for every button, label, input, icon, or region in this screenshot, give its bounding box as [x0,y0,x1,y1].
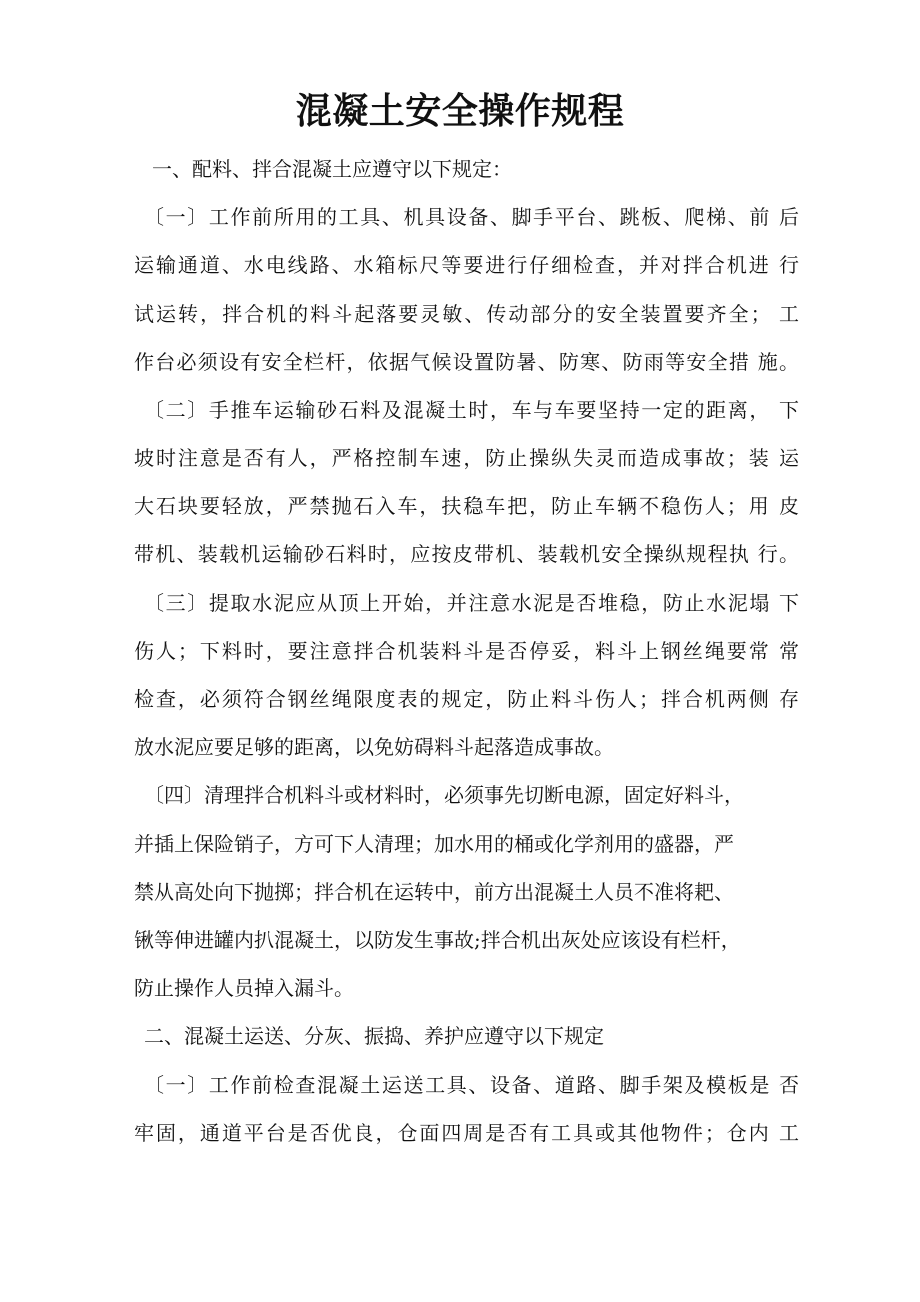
text-line: 检查，必须符合钢丝绳限度表的规定，防止料斗伤人；拌合机两侧 存 [134,687,799,711]
text-line: 运输通道、水电线路、水箱标尺等要进行仔细检查，并对拌合机进 行 [134,253,799,277]
text-line: 〔一〕工作前检查混凝土运送工具、设备、道路、脚手架及模板是 否 [144,1073,799,1097]
text-line: 〔四〕清理拌合机料斗或材料时，必须事先切断电源，固定好料斗， [144,783,744,807]
text-line: 放水泥应要足够的距离，以免妨碍料斗起落造成事故。 [134,735,614,759]
document-title: 混凝土安全操作规程 [295,91,625,132]
text-line: 牢固，通道平台是否优良，仓面四周是否有工具或其他物件；仓内 工 [134,1121,799,1145]
text-line: 坡时注意是否有人，严格控制车速，防止操纵失灵而造成事故；装 运 [134,446,799,470]
text-line: 并插上保险销子，方可下人清理；加水用的桶或化学剂用的盛器，严 [134,832,734,856]
text-line: 〔二〕手推车运输砂石料及混凝土时，车与车要坚持一定的距离， 下 [144,398,799,422]
text-line: 防止操作人员掉入漏斗。 [134,976,354,1000]
text-line: 锹等伸进罐内扒混凝土，以防发生事故;拌合机出灰处应该设有栏杆， [134,928,741,952]
text-line: 带机、装载机运输砂石料时，应按皮带机、装载机安全操纵规程执 行。 [134,542,799,566]
text-line: 试运转，拌合机的料斗起落要灵敏、传动部分的安全装置要齐全； 工 [134,302,799,326]
section-heading: 二、混凝土运送、分灰、振捣、养护应遵守以下规定 [144,1024,604,1048]
text-line: 〔三〕提取水泥应从顶上开始，并注意水泥是否堆稳，防止水泥塌 下 [144,591,799,615]
section-heading: 一、配料、拌合混凝土应遵守以下规定： [152,157,512,181]
text-line: 禁从高处向下抛掷；拌合机在运转中，前方出混凝土人员不准将耙、 [134,880,734,904]
text-line: 伤人；下料时，要注意拌合机装料斗是否停妥，料斗上钢丝绳要常 常 [134,639,799,663]
text-line: 作台必须设有安全栏杆，依据气候设置防暑、防寒、防雨等安全措 施。 [134,350,799,374]
text-line: 〔一〕工作前所用的工具、机具设备、脚手平台、跳板、爬梯、前 后 [144,205,799,229]
text-line: 大石块要轻放，严禁抛石入车，扶稳车把，防止车辆不稳伤人；用 皮 [134,494,799,518]
